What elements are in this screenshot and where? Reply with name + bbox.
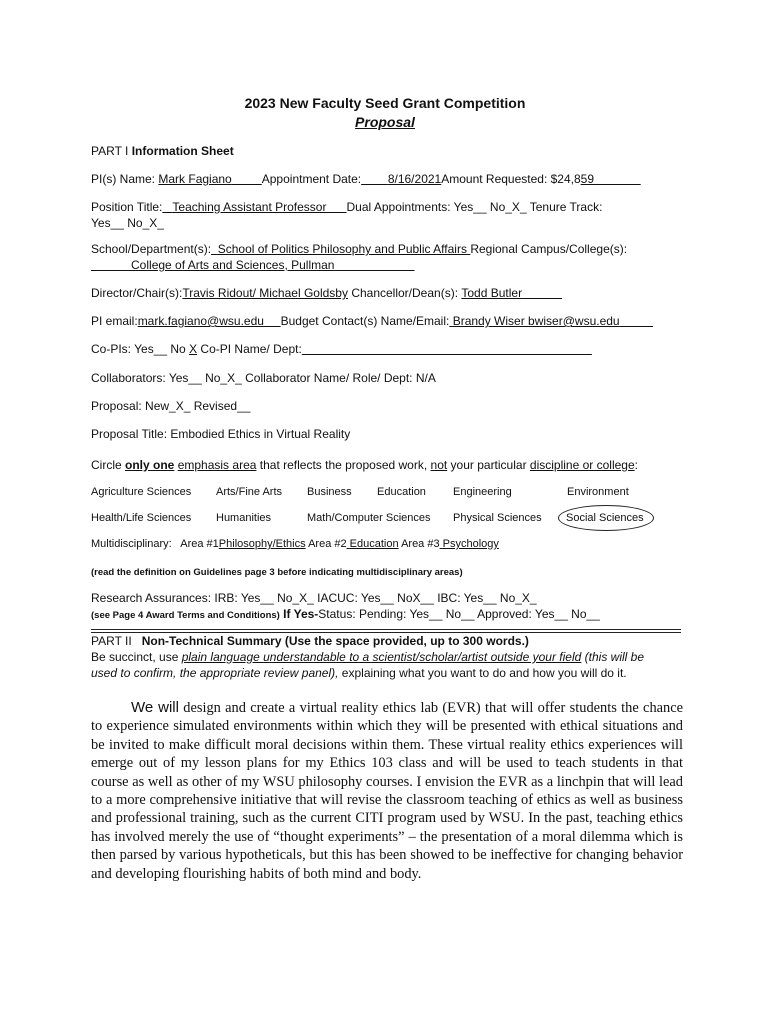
budget-label: Budget Contact(s) Name/Email: — [280, 314, 450, 328]
email-value: mark.fagiano@wsu.edu — [137, 314, 264, 328]
summary-text: design and create a virtual reality ethics lab (EVR) that will offer students the chance to experience simulated environments within which they will be presented with ethical situations and be invited to make difficult moral decisions within them. These virtual reality ethics experiences will emerge out of my lesson plans for my Ethics 103 class and will be used to teach students in that course as well as other of my WSU philosophy courses. I envision the EVR as a linchpin that will lead to a more comprehensive initiative that will revise the classroom teaching of ethics as well as business and professional training, such as the current CITI program used by WSU. In the past, teaching ethics has involved merely the use of “thought experiments” – the presentation of a moral dilemma which is then parsed by various hypotheticals, but this has been showed to be ineffective for changing behavior and developing flourishing habits of both mind and body. — [91, 700, 683, 882]
part1-title: Information Sheet — [131, 144, 234, 158]
campus-line — [91, 258, 414, 272]
school-line — [91, 242, 627, 256]
discipline-option[interactable]: Agriculture Sciences — [91, 486, 192, 498]
pi-label: PI(s) Name: — [91, 172, 156, 186]
selection-circle — [558, 505, 654, 531]
discipline-option[interactable]: Education — [377, 486, 426, 498]
appt-value: 8/16/2021 — [387, 172, 442, 186]
page-title: 2023 New Faculty Seed Grant Competition — [244, 95, 526, 111]
only-one-emphasis: only one — [125, 458, 175, 472]
plain-language-phrase: plain language understandable to a scientist/scholar/artist outside your field — [181, 650, 582, 664]
proposal-title-line: Proposal Title: Embodied Ethics in Virtual Reality — [91, 427, 351, 441]
part2-instructions-cont: used to confirm, the appropriate review panel), explaining what you want to do and how you will do it. — [91, 666, 627, 680]
area-3-value: Psychology — [442, 538, 499, 550]
part2-label: PART II — [91, 634, 132, 648]
part2-instructions: Be succinct, use plain language understandable to a scientist/scholar/artist outside your field (this will be — [91, 650, 644, 664]
multidisciplinary-note: (read the definition on Guidelines page 3 before indicating multidisciplinary areas) — [91, 567, 463, 578]
dual-appointments: Dual Appointments: Yes__ No_X_ Tenure Track: — [346, 200, 603, 214]
amount-label: Amount Requested: $24,8 — [441, 172, 581, 186]
discipline-option[interactable]: Environment — [567, 486, 629, 498]
discipline-option-selected[interactable]: Social Sciences — [566, 512, 644, 524]
area-2-value: Education — [349, 538, 399, 550]
copi-line — [91, 342, 592, 356]
research-assurances: Research Assurances: IRB: Yes__ No_X_ IACUC: Yes__ NoX__ IBC: Yes__ No_X_ — [91, 591, 537, 605]
discipline-option[interactable]: Humanities — [216, 512, 272, 524]
section-divider — [91, 629, 681, 630]
summary-paragraph — [91, 699, 683, 883]
position-line — [91, 200, 602, 214]
discipline-option[interactable]: Arts/Fine Arts — [216, 486, 283, 498]
school-value: School of Politics Philosophy and Public Affairs — [217, 242, 467, 256]
campus-label: Regional Campus/College(s): — [470, 242, 628, 256]
copi-x: X — [189, 342, 198, 356]
dean-label: Chancellor/Dean(s): — [351, 286, 459, 300]
collaborators-line: Collaborators: Yes__ No_X_ Collaborator Name/ Role/ Dept: N/A — [91, 371, 436, 385]
director-label: Director/Chair(s): — [91, 286, 183, 300]
area-1-value: Philosophy/Ethics — [218, 538, 306, 550]
tenure-line: Yes__ No_X_ — [91, 216, 164, 230]
if-yes-label: If Yes- — [283, 607, 319, 621]
part1-label: PART I — [91, 144, 129, 158]
not-emphasis: not — [430, 458, 448, 472]
director-value: Travis Ridout/ Michael Goldsby — [182, 286, 348, 300]
discipline-option[interactable]: Math/Computer Sciences — [307, 512, 431, 524]
copi-blank — [302, 342, 592, 356]
part2-heading — [91, 634, 529, 648]
director-line — [91, 286, 562, 300]
research-status-line — [91, 607, 600, 623]
part1-heading — [91, 144, 234, 158]
school-label: School/Department(s): — [91, 242, 212, 256]
copi-label: Co-PIs: Yes__ No — [91, 342, 190, 356]
discipline-or-college: discipline or college — [529, 458, 635, 472]
status-text: Status: Pending: Yes__ No__ Approved: Yes__ No__ — [318, 607, 600, 621]
position-label: Position Title: — [91, 200, 163, 214]
section-divider — [91, 632, 681, 633]
email-label: PI email: — [91, 314, 138, 328]
award-terms-note: (see Page 4 Award Terms and Conditions) — [91, 610, 280, 621]
discipline-option[interactable]: Health/Life Sciences — [91, 512, 192, 524]
position-value: Teaching Assistant Professor — [172, 200, 327, 214]
pi-name: Mark Fagiano — [158, 172, 232, 186]
page-subtitle: Proposal — [355, 114, 415, 130]
copi-name-label: Co-PI Name/ Dept: — [197, 342, 302, 356]
emphasis-area: emphasis area — [177, 458, 257, 472]
discipline-option[interactable]: Engineering — [453, 486, 512, 498]
dean-value: Todd Butler — [461, 286, 523, 300]
appt-label: Appointment Date: — [261, 172, 362, 186]
circle-instruction: Circle only one emphasis area that reflects the proposed work, not your particular discipline or college: — [91, 458, 638, 472]
pi-line — [91, 172, 641, 186]
amount-value: 59 — [580, 172, 595, 186]
discipline-option[interactable]: Business — [307, 486, 352, 498]
summary-lead: We will — [131, 699, 179, 716]
campus-value: College of Arts and Sciences, Pullman — [131, 258, 335, 272]
proposal-type-line: Proposal: New_X_ Revised__ — [91, 399, 251, 413]
part2-title: Non-Technical Summary (Use the space provided, up to 300 words.) — [141, 634, 529, 648]
discipline-option[interactable]: Physical Sciences — [453, 512, 542, 524]
budget-value: Brandy Wiser bwiser@wsu.edu — [452, 314, 620, 328]
multidisciplinary-line: Multidisciplinary: Area #1Philosophy/Ethics Area #2 Education Area #3 Psychology — [91, 538, 499, 550]
email-line — [91, 314, 653, 328]
